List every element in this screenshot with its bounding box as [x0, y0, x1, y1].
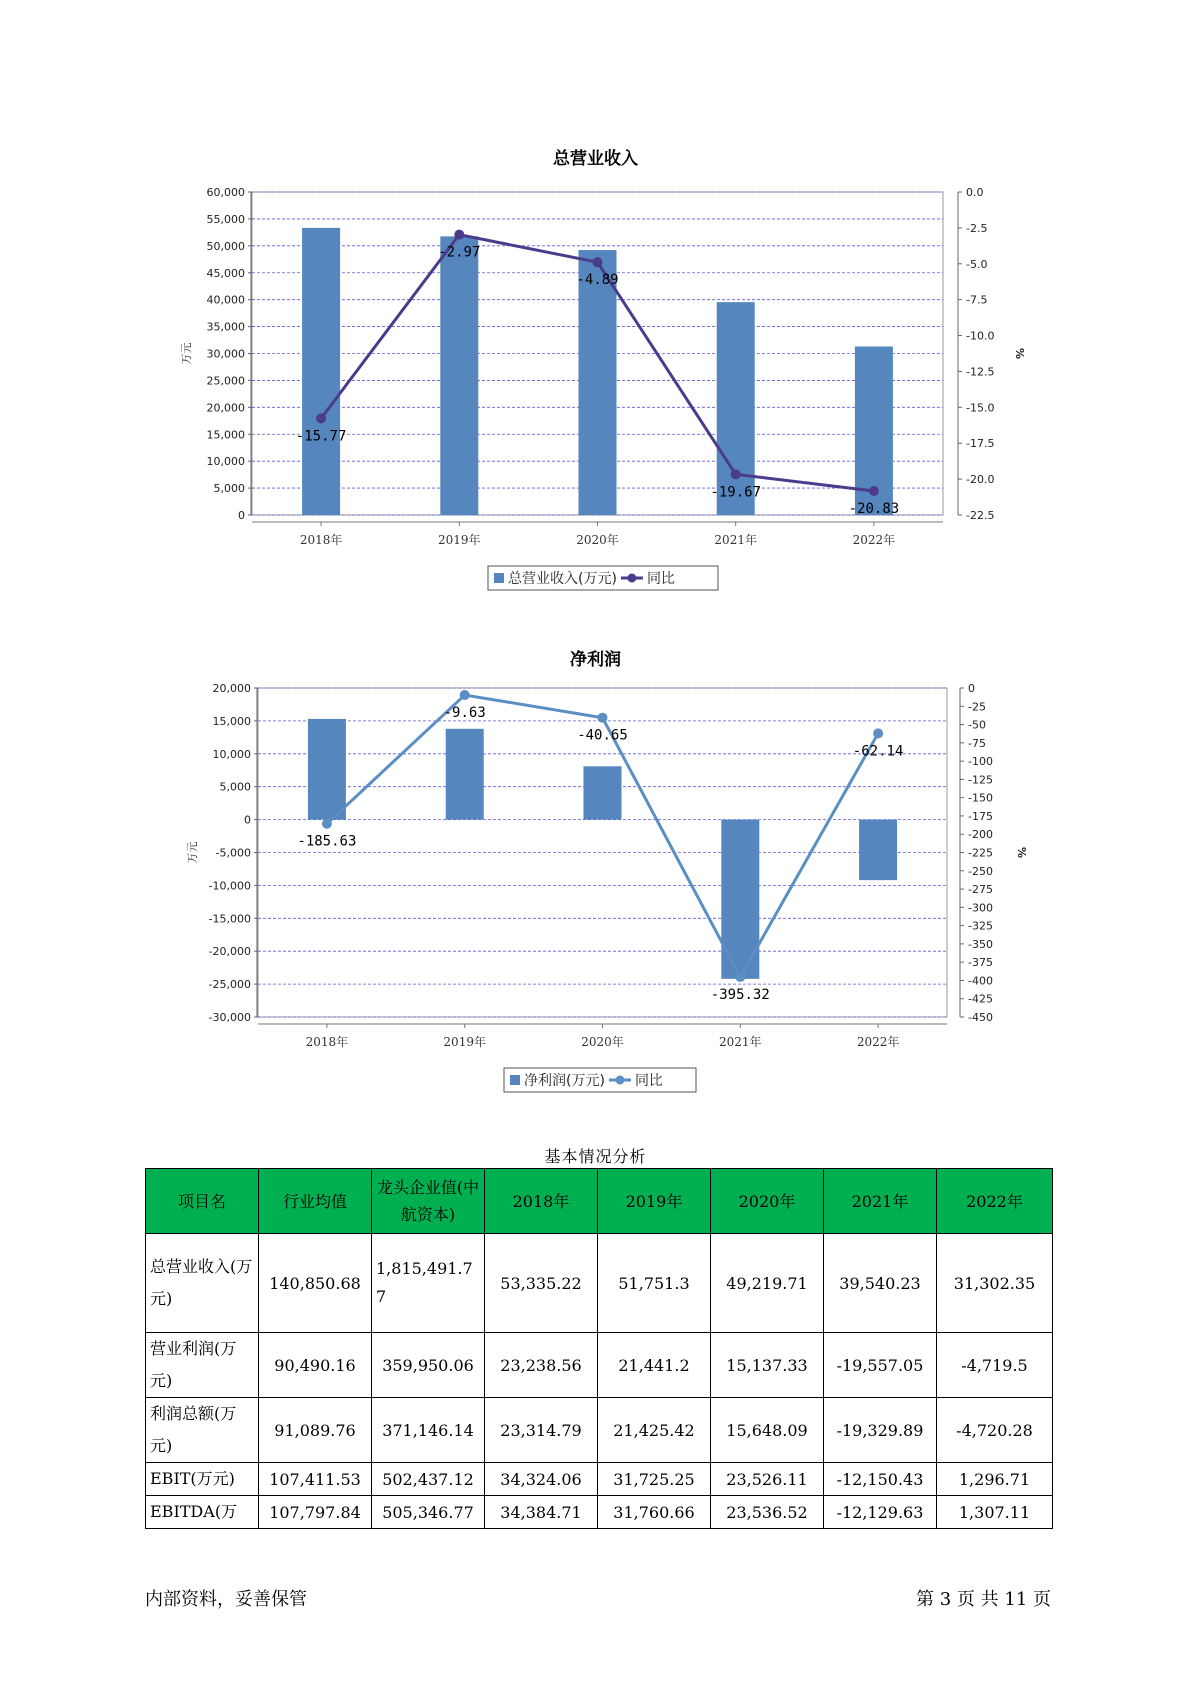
- right-tick-label: -12.5: [966, 365, 995, 379]
- table-row: [146, 1463, 1053, 1496]
- left-tick-label: 60,000: [206, 186, 245, 199]
- yoy-point: [460, 690, 470, 700]
- table-cell: 107,797.84: [259, 1496, 372, 1529]
- bar: [446, 729, 484, 820]
- right-tick-label: -350: [968, 937, 993, 951]
- yoy-point: [598, 713, 608, 723]
- right-tick-label: -400: [968, 974, 993, 988]
- table-cell: -19,329.89: [824, 1398, 937, 1463]
- table-cell: 23,536.52: [711, 1496, 824, 1529]
- x-tick-label: 2020年: [576, 533, 619, 547]
- bar: [438, 236, 481, 515]
- legend-line-label: 同比: [646, 571, 675, 587]
- left-tick-label: 35,000: [206, 320, 245, 334]
- right-tick-label: -275: [968, 883, 993, 897]
- right-tick-label: -22.5: [966, 509, 995, 522]
- right-tick-label: -50: [968, 718, 986, 732]
- table-cell: 21,441.2: [598, 1333, 711, 1398]
- bar: [302, 228, 340, 515]
- x-tick-label: 2020年: [581, 1035, 624, 1049]
- right-tick-label: -100: [968, 755, 993, 769]
- x-tick-label: 2018年: [305, 1035, 349, 1049]
- header-2022: 2022年: [937, 1169, 1053, 1234]
- footer-confidential-note: 内部资料，妥善保管: [145, 1589, 307, 1610]
- table-cell: 49,219.71: [711, 1234, 824, 1333]
- right-tick-label: -125: [968, 773, 993, 787]
- yoy-point: [735, 972, 745, 982]
- right-tick-label: -375: [968, 956, 993, 970]
- yoy-point: [873, 728, 883, 738]
- header-2021: 2021年: [824, 1169, 937, 1234]
- table-row: [146, 1398, 1053, 1463]
- yoy-point: [869, 486, 879, 496]
- data-label: -15.77: [295, 428, 347, 445]
- left-tick-label: 0: [244, 813, 251, 827]
- table-cell: -4,720.28: [937, 1398, 1053, 1463]
- right-tick-label: -17.5: [966, 437, 995, 451]
- table-cell: 107,411.53: [259, 1463, 372, 1496]
- table-cell: 39,540.23: [824, 1234, 937, 1333]
- right-axis-unit: %: [1013, 347, 1026, 360]
- data-label: -40.65: [577, 727, 628, 744]
- left-tick-label: 30,000: [206, 347, 245, 361]
- table-header-row: [146, 1169, 1053, 1234]
- data-label: -19.67: [710, 484, 761, 501]
- right-tick-label: -5.0: [966, 257, 988, 271]
- left-tick-label: 10,000: [212, 747, 251, 761]
- data-label: -20.83: [848, 501, 900, 518]
- yoy-point: [322, 819, 332, 829]
- header-item-name: 项目名: [146, 1169, 259, 1234]
- yoy-point: [316, 413, 326, 423]
- data-label: -4.89: [576, 272, 619, 289]
- left-tick-label: 55,000: [206, 212, 245, 226]
- header-2020: 2020年: [711, 1169, 824, 1234]
- legend-line-marker: [615, 1076, 624, 1085]
- table-cell: 34,324.06: [485, 1463, 598, 1496]
- right-tick-label: -150: [968, 791, 993, 805]
- right-tick-label: -10.0: [966, 329, 995, 343]
- legend-bar-swatch: [494, 573, 504, 583]
- right-tick-label: -200: [968, 828, 993, 842]
- header-2019: 2019年: [598, 1169, 711, 1234]
- revenue-chart: [0, 180, 1191, 620]
- table-caption: 基本情况分析: [544, 1147, 647, 1166]
- table-cell: 502,437.12: [372, 1463, 485, 1496]
- header-2018: 2018年: [485, 1169, 598, 1234]
- net-profit-chart: [0, 680, 1191, 1100]
- right-tick-label: -450: [968, 1011, 993, 1024]
- x-tick-label: 2019年: [438, 533, 481, 547]
- left-axis-unit: 万元: [180, 342, 193, 365]
- bar: [584, 766, 622, 819]
- left-tick-label: -30,000: [208, 1011, 251, 1024]
- right-tick-label: -300: [968, 901, 993, 915]
- table-cell: 51,751.3: [598, 1234, 711, 1333]
- table-cell: 505,346.77: [372, 1496, 485, 1529]
- table-cell: 359,950.06: [372, 1333, 485, 1398]
- table-cell: -12,129.63: [824, 1496, 937, 1529]
- bar: [859, 820, 897, 881]
- table-cell: -4,719.5: [937, 1333, 1053, 1398]
- right-tick-label: 0: [968, 682, 975, 695]
- yoy-point: [731, 469, 741, 479]
- bar: [717, 302, 755, 515]
- row-name: EBIT(万元): [146, 1463, 259, 1496]
- right-axis-unit: %: [1015, 846, 1028, 859]
- x-tick-label: 2021年: [714, 533, 757, 547]
- bar: [579, 250, 617, 515]
- right-tick-label: -425: [968, 992, 993, 1006]
- chart-title-net-profit: 净利润: [570, 650, 621, 670]
- table-cell: -12,150.43: [824, 1463, 937, 1496]
- table-cell: 31,760.66: [598, 1496, 711, 1529]
- right-tick-label: -75: [968, 736, 986, 750]
- data-label: -62.14: [852, 743, 904, 760]
- table-cell: 1,815,491.77: [372, 1234, 485, 1333]
- table-cell: 1,307.11: [937, 1496, 1053, 1529]
- x-tick-label: 2019年: [443, 1035, 486, 1049]
- yoy-point: [454, 230, 464, 240]
- x-tick-label: 2021年: [719, 1035, 762, 1049]
- left-tick-label: 15,000: [206, 428, 245, 442]
- right-tick-label: -225: [968, 846, 993, 860]
- left-tick-label: -10,000: [208, 879, 251, 893]
- header-leader-value: 龙头企业值(中航资本): [372, 1169, 485, 1234]
- table-cell: 21,425.42: [598, 1398, 711, 1463]
- data-label: -2.97: [438, 244, 481, 261]
- table-row: [146, 1333, 1053, 1398]
- row-name: 营业利润(万元): [146, 1333, 259, 1398]
- table-cell: 31,725.25: [598, 1463, 711, 1496]
- table-cell: 371,146.14: [372, 1398, 485, 1463]
- table-cell: 1,296.71: [937, 1463, 1053, 1496]
- right-tick-label: -250: [968, 864, 993, 878]
- left-tick-label: 50,000: [206, 239, 245, 253]
- basic-analysis-table: [145, 1168, 1053, 1529]
- x-tick-label: 2022年: [852, 533, 896, 547]
- table-cell: 15,137.33: [711, 1333, 824, 1398]
- left-tick-label: -20,000: [208, 945, 251, 959]
- table-row: [146, 1234, 1053, 1333]
- legend-line-label: 同比: [634, 1073, 663, 1089]
- left-tick-label: 40,000: [206, 293, 245, 307]
- data-label: -395.32: [710, 987, 770, 1004]
- table-row: [146, 1496, 1053, 1529]
- table-cell: 91,089.76: [259, 1398, 372, 1463]
- bar: [308, 719, 346, 820]
- right-tick-label: -7.5: [966, 293, 988, 307]
- yoy-point: [593, 257, 603, 267]
- left-tick-label: -5,000: [215, 846, 251, 860]
- table-cell: 23,314.79: [485, 1398, 598, 1463]
- table-cell: 31,302.35: [937, 1234, 1053, 1333]
- left-tick-label: 20,000: [206, 401, 245, 415]
- row-name: 利润总额(万元): [146, 1398, 259, 1463]
- right-tick-label: -25: [968, 700, 986, 714]
- left-axis-unit: 万元: [186, 841, 199, 864]
- left-tick-label: -25,000: [208, 978, 251, 992]
- table-cell: 90,490.16: [259, 1333, 372, 1398]
- x-tick-label: 2022年: [856, 1035, 900, 1049]
- right-tick-label: -15.0: [966, 401, 995, 415]
- data-label: -185.63: [297, 833, 357, 850]
- left-tick-label: -15,000: [208, 912, 251, 926]
- row-name: EBITDA(万: [146, 1496, 259, 1529]
- row-name: 总营业收入(万元): [146, 1234, 259, 1333]
- table-cell: 23,238.56: [485, 1333, 598, 1398]
- left-tick-label: 5,000: [219, 780, 251, 794]
- right-tick-label: -2.5: [966, 221, 988, 235]
- header-industry-avg: 行业均值: [259, 1169, 372, 1234]
- table-cell: 23,526.11: [711, 1463, 824, 1496]
- left-tick-label: 20,000: [212, 682, 251, 695]
- right-tick-label: -20.0: [966, 473, 995, 487]
- table-cell: 34,384.71: [485, 1496, 598, 1529]
- table-cell: 140,850.68: [259, 1234, 372, 1333]
- right-tick-label: -175: [968, 809, 993, 823]
- left-tick-label: 15,000: [212, 714, 251, 728]
- table-cell: 15,648.09: [711, 1398, 824, 1463]
- legend-bar-swatch: [510, 1075, 520, 1085]
- right-tick-label: 0.0: [966, 186, 984, 199]
- left-tick-label: 25,000: [206, 374, 245, 388]
- table-cell: 53,335.22: [485, 1234, 598, 1333]
- right-tick-label: -325: [968, 919, 993, 933]
- data-label: -9.63: [443, 705, 486, 722]
- chart-title-revenue: 总营业收入: [553, 149, 638, 169]
- left-tick-label: 10,000: [206, 455, 245, 469]
- legend-line-marker: [627, 574, 636, 583]
- footer-page-number: 第 3 页 共 11 页: [916, 1589, 1051, 1610]
- legend-bar-label: 净利润(万元): [524, 1073, 605, 1089]
- x-tick-label: 2018年: [299, 533, 343, 547]
- left-tick-label: 5,000: [213, 482, 245, 496]
- legend-bar-label: 总营业收入(万元): [508, 571, 617, 587]
- left-tick-label: 0: [238, 509, 245, 522]
- table-cell: -19,557.05: [824, 1333, 937, 1398]
- left-tick-label: 45,000: [206, 266, 245, 280]
